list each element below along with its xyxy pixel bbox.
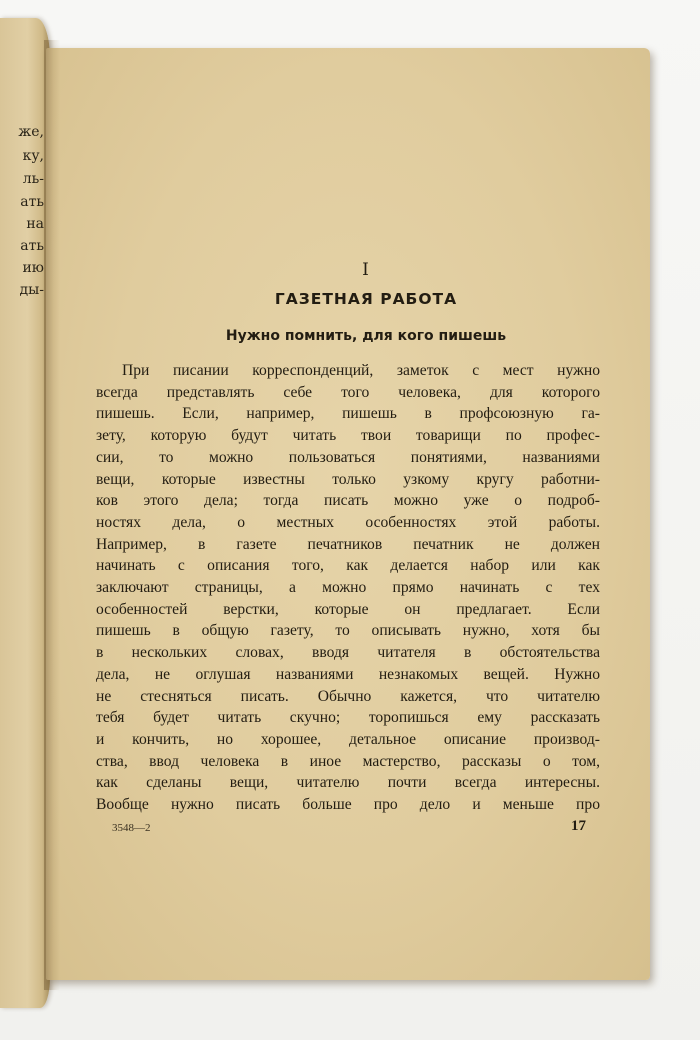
body-line: При писании корреспонденций, заметок с мест нужно [122,362,600,379]
body-line: дела, не оглушая названиями незнакомых вещей. Нужно [96,665,600,683]
chapter-title: ГАЗЕТНАЯ РАБОТА [274,290,458,308]
body-line: ков этого дела; тогда писать можно уже о подроб- [96,492,600,510]
body-line: сии, то можно пользоваться понятиями, названиями [96,448,600,466]
left-page-line: ль- [22,171,44,187]
body-paragraph [96,360,600,816]
book-page [46,48,650,980]
body-line: пишешь. Если, например, пишешь в профсоюзную га- [96,405,600,423]
body-line: вещи, которые известны только узкому кругу работни- [96,470,600,488]
left-page-line: ку, [22,148,44,164]
body-line: как сделаны вещи, читателю почти всегда интересны. [96,774,600,792]
body-line: начинать с описания того, как делается набор или как [96,557,600,575]
body-line: зету, которую будут читать твои товарищи по профес- [96,427,600,445]
page-footer [96,818,600,842]
printer-signature: 3548—2 [112,822,151,834]
body-line: не стесняться писать. Обычно кажется, что читателю [96,687,600,705]
body-line: особенностей верстки, которые он предлагает. Если [96,600,600,618]
left-page-line: ать [20,194,44,210]
body-line: Например, в газете печатников печатник не должен [96,535,600,553]
body-line: тебя будет читать скучно; торопишься ему рассказать [96,709,600,727]
book-gutter-shadow [44,40,60,990]
page-number: 17 [571,818,586,834]
left-page-line: ать [20,238,44,254]
left-page-line: же, [18,124,44,140]
body-line: всегда представлять себе того человека, для которого [96,383,600,401]
left-page-edge [0,18,50,1008]
left-page-line: ды- [19,282,44,298]
section-number: I [362,260,370,280]
body-line: Вообще нужно писать больше про дело и меньше про [96,796,600,814]
body-line: заключают страницы, а можно прямо начинать с тех [96,579,600,597]
body-line: ства, ввод человека в иное мастерство, рассказы о том, [96,752,600,770]
left-page-line: на [26,216,44,232]
left-page-line: ию [22,260,44,276]
section-subtitle: Нужно помнить, для кого пишешь [225,328,507,344]
body-line: в нескольких словах, вводя читателя в обстоятельства [96,644,600,662]
body-line: и кончить, но хорошее, детальное описание производ- [96,730,600,748]
body-line: пишешь в общую газету, то описывать нужно, хотя бы [96,622,600,640]
body-line: ностях дела, о местных особенностях этой работы. [96,513,600,531]
page-content [96,260,600,816]
